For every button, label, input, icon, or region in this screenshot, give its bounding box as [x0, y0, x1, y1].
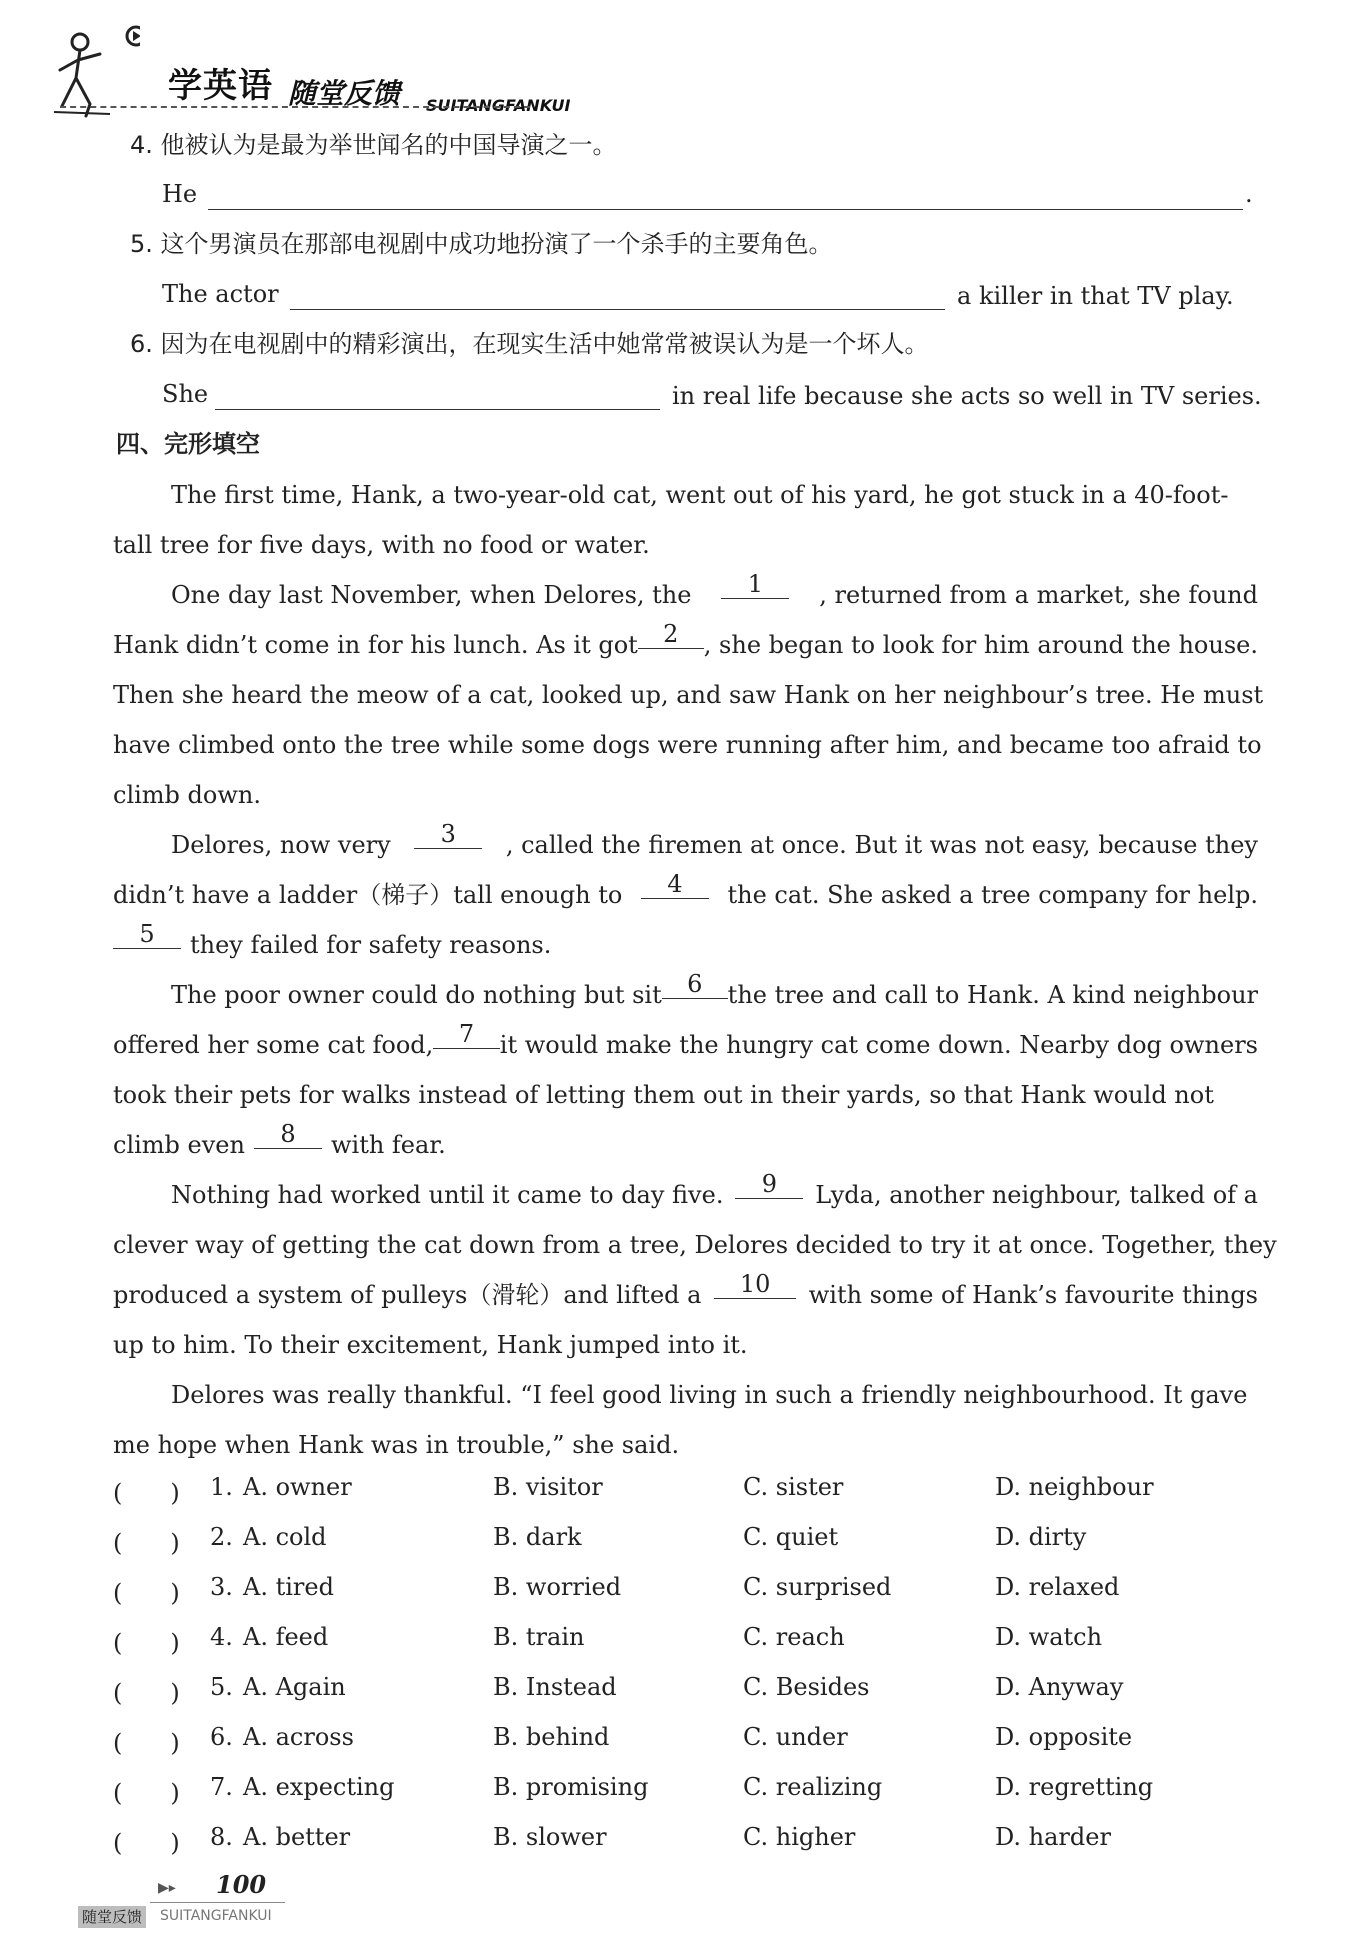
option-a[interactable]: A. tired: [243, 1573, 334, 1601]
translation-answer-line-5[interactable]: [290, 309, 945, 310]
answer-bracket[interactable]: ( ): [113, 1629, 180, 1657]
passage-line: Delores, now very 3 , called the firemen at once. But it was not easy, because they: [171, 820, 1258, 859]
translation-answer-line-6[interactable]: [215, 409, 660, 410]
option-c[interactable]: C. quiet: [743, 1523, 839, 1551]
blank-4[interactable]: 4: [641, 870, 709, 899]
option-d[interactable]: D. watch: [995, 1623, 1103, 1651]
question-number: 2.: [210, 1523, 233, 1551]
page-arrow-icon: ▶▸: [158, 1880, 176, 1896]
page-number: 100: [216, 1870, 267, 1899]
option-c[interactable]: C. surprised: [743, 1573, 892, 1601]
passage-line: 5 they failed for safety reasons.: [113, 920, 1258, 970]
blank-10[interactable]: 10: [714, 1270, 796, 1299]
option-a[interactable]: A. cold: [243, 1523, 327, 1551]
brand-title: 学英语: [168, 66, 273, 106]
question-number: 8.: [210, 1823, 233, 1851]
option-b[interactable]: B. worried: [493, 1573, 622, 1601]
option-a[interactable]: A. across: [243, 1723, 354, 1751]
option-b[interactable]: B. visitor: [493, 1473, 603, 1501]
answer-bracket[interactable]: ( ): [113, 1479, 180, 1507]
option-b[interactable]: B. slower: [493, 1823, 607, 1851]
option-c[interactable]: C. under: [743, 1723, 848, 1751]
footer-tag: 随堂反馈: [78, 1906, 146, 1928]
answer-bracket[interactable]: ( ): [113, 1729, 180, 1757]
footer-divider: [150, 1902, 285, 1903]
option-b[interactable]: B. train: [493, 1623, 585, 1651]
cloze-passage: [113, 470, 1277, 1470]
passage-line: didn’t have a ladder（梯子）tall enough to 4 the cat. She asked a tree company for help.: [113, 870, 1258, 909]
passage-line: Hank didn’t come in for his lunch. As it got 2 , she began to look for him around the house.: [113, 620, 1258, 659]
passage-line: climb down.: [113, 781, 261, 809]
translation-start-5: The actor: [162, 280, 279, 308]
option-d[interactable]: D. regretting: [995, 1773, 1154, 1801]
answer-bracket[interactable]: ( ): [113, 1579, 180, 1607]
option-a[interactable]: A. better: [243, 1823, 351, 1851]
option-d[interactable]: D. opposite: [995, 1723, 1133, 1751]
translation-start-4: He: [162, 180, 198, 208]
blank-6[interactable]: 6: [662, 970, 728, 999]
option-b[interactable]: B. promising: [493, 1773, 649, 1801]
translation-prompt-6: 6. 因为在电视剧中的精彩演出，在现实生活中她常常被误认为是一个坏人。: [130, 330, 929, 358]
question-number: 5.: [210, 1673, 233, 1701]
blank-5[interactable]: 5: [113, 920, 181, 949]
option-b[interactable]: B. dark: [493, 1523, 582, 1551]
question-number: 4.: [210, 1623, 233, 1651]
passage-line: climb even 8 with fear.: [113, 1120, 446, 1159]
option-a[interactable]: A. owner: [243, 1473, 352, 1501]
section-title: 四、完形填空: [116, 430, 260, 458]
translation-end-4: .: [1245, 180, 1253, 208]
page-header: [50, 20, 570, 120]
blank-1[interactable]: 1: [721, 570, 789, 599]
passage-line: clever way of getting the cat down from a tree, Delores decided to try it at once. Together, they: [113, 1231, 1277, 1259]
passage-line: offered her some cat food, 7 it would make the hungry cat come down. Nearby dog owners: [113, 1020, 1258, 1059]
runner-logo-icon: [50, 20, 140, 120]
option-a[interactable]: A. expecting: [243, 1773, 395, 1801]
blank-7[interactable]: 7: [433, 1020, 500, 1049]
option-c[interactable]: C. higher: [743, 1823, 856, 1851]
answer-bracket[interactable]: ( ): [113, 1779, 180, 1807]
footer-tag-pinyin: SUITANGFANKUI: [160, 1908, 272, 1924]
translation-prompt-4: 4. 他被认为是最为举世闻名的中国导演之一。: [130, 131, 617, 159]
passage-line: The poor owner could do nothing but sit 6 the tree and call to Hank. A kind neighbour: [171, 970, 1258, 1009]
option-a[interactable]: A. feed: [243, 1623, 329, 1651]
question-number: 7.: [210, 1773, 233, 1801]
translation-start-6: She: [162, 380, 209, 408]
option-c[interactable]: C. reach: [743, 1623, 845, 1651]
blank-2[interactable]: 2: [638, 620, 704, 649]
header-divider: [60, 106, 530, 108]
option-d[interactable]: D. harder: [995, 1823, 1111, 1851]
option-d[interactable]: D. Anyway: [995, 1673, 1124, 1701]
translation-answer-line-4[interactable]: [208, 209, 1243, 210]
passage-line: Nothing had worked until it came to day five. 9 Lyda, another neighbour, talked of a: [171, 1170, 1258, 1209]
blank-9[interactable]: 9: [735, 1170, 803, 1199]
translation-prompt-5: 5. 这个男演员在那部电视剧中成功地扮演了一个杀手的主要角色。: [130, 230, 833, 258]
option-c[interactable]: C. sister: [743, 1473, 844, 1501]
option-b[interactable]: B. behind: [493, 1723, 610, 1751]
question-number: 3.: [210, 1573, 233, 1601]
answer-bracket[interactable]: ( ): [113, 1529, 180, 1557]
option-d[interactable]: D. neighbour: [995, 1473, 1154, 1501]
option-b[interactable]: B. Instead: [493, 1673, 617, 1701]
passage-line: tall tree for five days, with no food or water.: [113, 531, 650, 559]
brand-subtitle: 随堂反馈: [288, 77, 401, 110]
passage-line: me hope when Hank was in trouble,” she said.: [113, 1431, 680, 1459]
option-d[interactable]: D. dirty: [995, 1523, 1087, 1551]
passage-line: The first time, Hank, a two-year-old cat, went out of his yard, he got stuck in a 40-foot-: [171, 481, 1229, 509]
answer-bracket[interactable]: ( ): [113, 1679, 180, 1707]
option-d[interactable]: D. relaxed: [995, 1573, 1120, 1601]
option-c[interactable]: C. Besides: [743, 1673, 870, 1701]
brand-pinyin: SUITANGFANKUI: [426, 96, 571, 115]
option-a[interactable]: A. Again: [243, 1673, 346, 1701]
passage-line: up to him. To their excitement, Hank jumped into it.: [113, 1331, 748, 1359]
passage-line: have climbed onto the tree while some dogs were running after him, and became too afraid to: [113, 731, 1262, 759]
translation-end-5: a killer in that TV play.: [957, 282, 1234, 310]
question-number: 6.: [210, 1723, 233, 1751]
passage-line: One day last November, when Delores, the 1 , returned from a market, she found: [171, 570, 1258, 609]
blank-3[interactable]: 3: [414, 820, 482, 849]
answer-bracket[interactable]: ( ): [113, 1829, 180, 1857]
passage-line: Then she heard the meow of a cat, looked up, and saw Hank on her neighbour’s tree. He must: [113, 681, 1264, 709]
question-number: 1.: [210, 1473, 233, 1501]
passage-line: took their pets for walks instead of letting them out in their yards, so that Hank would not: [113, 1081, 1214, 1109]
passage-line: produced a system of pulleys（滑轮）and lifted a 10 with some of Hank’s favourite things: [113, 1270, 1258, 1309]
translation-end-6: in real life because she acts so well in TV series.: [672, 382, 1262, 410]
option-c[interactable]: C. realizing: [743, 1773, 883, 1801]
blank-8[interactable]: 8: [254, 1120, 322, 1149]
passage-line: Delores was really thankful. “I feel good living in such a friendly neighbourhood. It gave: [171, 1381, 1248, 1409]
